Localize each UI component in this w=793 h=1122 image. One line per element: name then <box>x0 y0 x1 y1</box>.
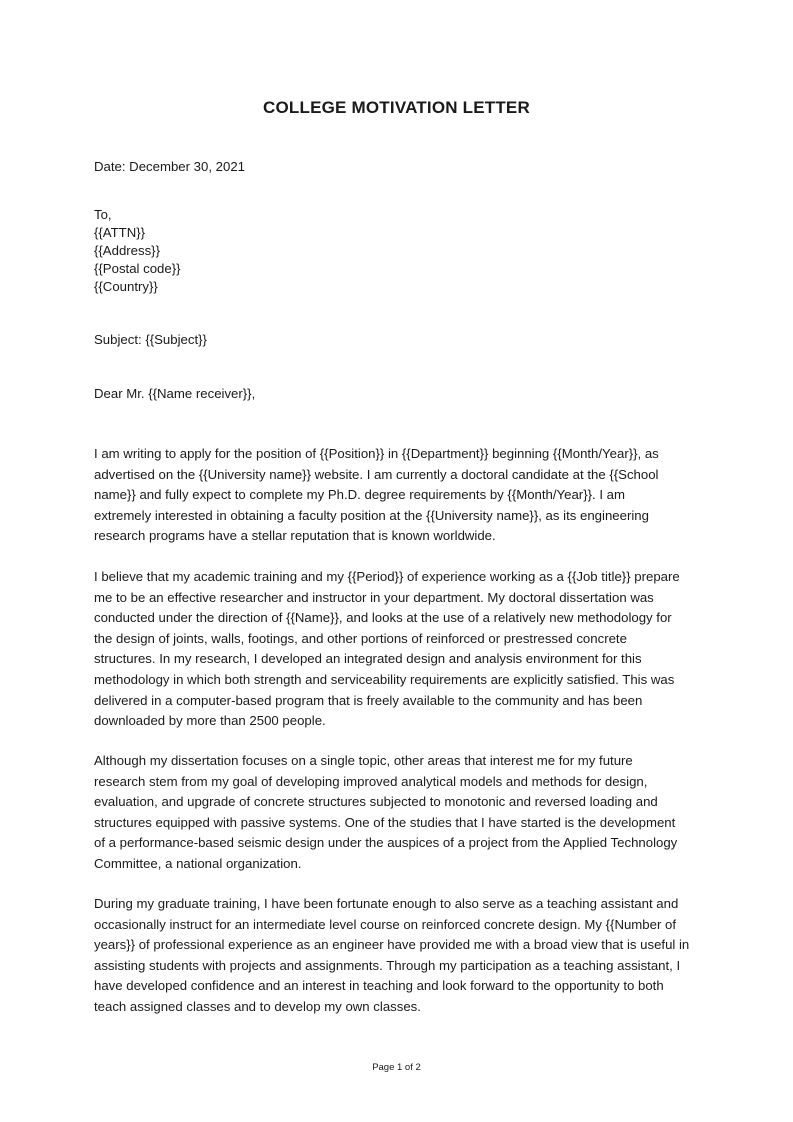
page-number-footer: Page 1 of 2 <box>372 1062 421 1073</box>
paragraph-line: research programs have a stellar reputation that is known worldwide. <box>94 528 496 544</box>
date-line: Date: December 30, 2021 <box>94 159 246 174</box>
paragraph-line: occasionally instruct for an intermediate level course on reinforced concrete design. My {{Number of <box>94 916 677 932</box>
paragraph-line: conducted under the direction of {{Name}}, and looks at the use of a relatively new methodology for <box>94 610 672 626</box>
paragraph-line: I believe that my academic training and my {{Period}} of experience working as a {{Job title}} prepare <box>94 569 680 584</box>
paragraph-line: evaluation, and upgrade of concrete structures subjected to monotonic and reversed loading and <box>94 794 658 810</box>
document-title: COLLEGE MOTIVATION LETTER <box>263 98 530 117</box>
body-paragraph-3 <box>94 751 704 875</box>
paragraph-line: me to be an effective researcher and instructor in your department. My doctoral dissertation was <box>94 589 654 605</box>
paragraph-line: Although my dissertation focuses on a single topic, other areas that interest me for my future <box>94 753 633 768</box>
body-paragraph-4 <box>94 894 704 1018</box>
recipient-country: {{Country}} <box>94 279 158 294</box>
paragraph-line: teach assigned classes and to develop my own classes. <box>94 998 421 1014</box>
paragraph-line: delivered in a computer-based program that is freely available to the community and has been <box>94 692 643 708</box>
paragraph-line: During my graduate training, I have been fortunate enough to also serve as a teaching assistant and <box>94 896 679 911</box>
recipient-to: To, <box>94 207 112 222</box>
paragraph-line: have developed confidence and an interest in teaching and look forward to the opportunity to both <box>94 978 664 994</box>
paragraph-line: advertised on the {{University name}} website. I am currently a doctoral candidate at the {{School <box>94 466 659 482</box>
paragraph-line: the design of joints, walls, footings, and other portions of reinforced or prestressed concrete <box>94 630 627 646</box>
paragraph-line: name}} and fully expect to complete my Ph.D. degree requirements by {{Month/Year}}. I am <box>94 487 625 503</box>
recipient-address: {{Address}} <box>94 243 160 258</box>
paragraph-line: years}} of professional experience as an engineer have provided me with a broad view that is useful in <box>94 937 690 953</box>
recipient-postal-code: {{Postal code}} <box>94 261 181 276</box>
paragraph-line: I am writing to apply for the position of {{Position}} in {{Department}} beginning {{Month/Year}}, as <box>94 446 659 461</box>
paragraph-line: methodology in which both strength and serviceability requirements are explicitly satisfied. This was <box>94 671 675 687</box>
paragraph-line: Committee, a national organization. <box>94 855 302 871</box>
body-paragraph-1 <box>94 444 704 547</box>
recipient-attn: {{ATTN}} <box>94 225 146 240</box>
paragraph-line: structures equipped with passive systems. One of the studies that I have started is the development <box>94 814 676 830</box>
paragraph-line: downloaded by more than 2500 people. <box>94 713 326 729</box>
paragraph-line: assisting students with projects and assignments. Through my participation as a teaching assistant, I <box>94 957 681 973</box>
salutation: Dear Mr. {{Name receiver}}, <box>94 386 256 401</box>
paragraph-line: extremely interested in obtaining a faculty position at the {{University name}}, as its engineering <box>94 507 649 523</box>
paragraph-line: of a performance-based seismic design under the auspices of a project from the Applied Technology <box>94 835 678 851</box>
paragraph-line: research stem from my goal of developing improved analytical models and methods for design, <box>94 773 648 789</box>
subject-line: Subject: {{Subject}} <box>94 332 207 347</box>
body-paragraph-2 <box>94 567 704 732</box>
paragraph-line: structures. In my research, I developed an integrated design and analysis environment for this <box>94 651 642 667</box>
